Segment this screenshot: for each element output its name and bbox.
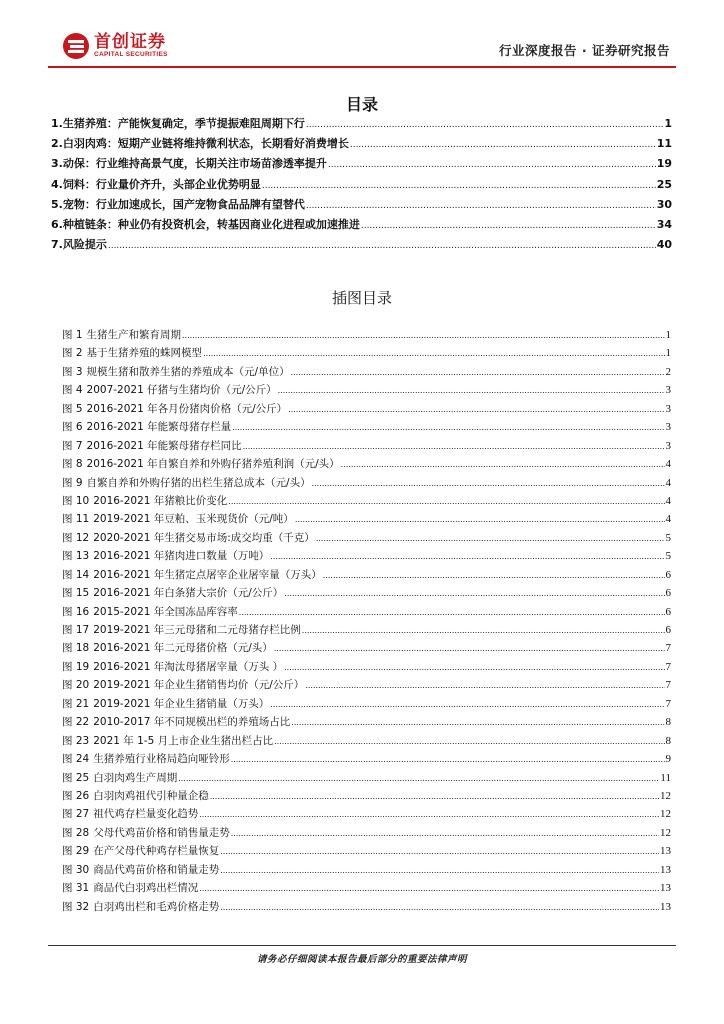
figure-caption[interactable]: 白羽鸡出栏和毛鸡价格走势 [93, 900, 220, 913]
figure-entry[interactable] [62, 511, 671, 529]
dot-leader [199, 810, 659, 819]
figure-number: 图 7 [62, 439, 83, 452]
dot-leader [341, 460, 665, 469]
figure-caption[interactable]: 2016-2021 年各月份猪肉价格（元/公斤） [86, 402, 288, 415]
figure-caption[interactable]: 2015-2021 年全国冻品库容率 [93, 605, 238, 618]
toc-entry-page: 40 [656, 238, 672, 252]
figure-caption[interactable]: 白羽肉鸡生产周期 [93, 771, 178, 784]
figure-entry[interactable] [62, 640, 671, 658]
figure-number: 图 16 [62, 605, 90, 618]
toc-entry-title[interactable]: 5.宠物：行业加速成长，国产宠物食品品牌有望替代 [51, 197, 305, 211]
header-divider [48, 66, 676, 68]
figure-page: 5 [665, 531, 671, 544]
figure-page: 12 [660, 826, 671, 839]
toc-entry[interactable] [51, 236, 672, 256]
toc-entry[interactable] [51, 216, 672, 236]
toc-heading: 目录 [345, 95, 378, 114]
figure-entry[interactable] [62, 862, 671, 880]
figure-number: 图 22 [62, 716, 90, 729]
figure-number: 图 24 [62, 753, 90, 766]
dot-leader [312, 479, 665, 488]
dot-leader [306, 120, 664, 130]
figure-page: 4 [665, 513, 671, 526]
figure-number: 图 3 [62, 365, 83, 378]
logo-chinese-name: 首创证券 [94, 32, 166, 52]
dot-leader [231, 829, 659, 838]
page-header [48, 28, 676, 64]
dot-leader [220, 847, 659, 856]
figure-entry[interactable] [62, 880, 671, 898]
figure-number: 图 1 [62, 329, 83, 341]
figure-page: 7 [665, 642, 671, 655]
figure-number: 图 32 [62, 900, 90, 913]
dot-leader [210, 792, 659, 801]
figure-page: 3 [665, 384, 671, 397]
figure-entry[interactable] [62, 843, 671, 861]
toc-entry-page: 1 [664, 117, 672, 130]
dot-leader [270, 700, 664, 709]
figure-caption[interactable]: 白羽肉鸡祖代引种量企稳 [93, 789, 209, 802]
figure-number: 图 28 [62, 826, 90, 839]
figure-caption[interactable]: 商品代白羽鸡出栏情况 [93, 882, 199, 895]
dot-leader [284, 663, 664, 672]
dot-leader [203, 349, 664, 358]
figure-number: 图 2 [62, 347, 83, 360]
dot-leader [305, 681, 664, 690]
figure-caption[interactable]: 2016-2021 年白条猪大宗价（元/公斤） [93, 587, 284, 600]
figure-page: 8 [665, 734, 671, 747]
figure-entry[interactable] [62, 438, 671, 456]
dot-leader [274, 644, 665, 653]
toc-entry[interactable] [51, 135, 672, 155]
figure-entry[interactable] [62, 456, 671, 474]
figure-page: 3 [665, 402, 671, 415]
dot-leader [306, 201, 656, 211]
figure-entry[interactable] [62, 751, 671, 769]
dot-leader [108, 241, 656, 251]
figure-number: 图 14 [62, 568, 90, 581]
figure-caption[interactable]: 规模生猪和散养生猪的养殖成本（元/单位） [86, 365, 290, 378]
figure-caption[interactable]: 商品代鸡苗价格和销量走势 [93, 863, 220, 876]
toc-entry[interactable] [51, 176, 672, 196]
figure-caption[interactable]: 祖代鸡存栏量变化趋势 [93, 808, 199, 821]
figure-number: 图 31 [62, 882, 90, 895]
figure-caption[interactable]: 2016-2021 年二元母猪价格（元/头） [93, 642, 273, 655]
figure-page: 1 [665, 329, 671, 341]
logo-english-name: CAPITAL SECURITIES [94, 51, 168, 58]
figure-page: 7 [665, 660, 671, 673]
figure-number: 图 23 [62, 734, 90, 747]
figure-entry[interactable] [62, 733, 671, 751]
dot-leader [231, 755, 665, 764]
figure-caption[interactable]: 2019-2021 年三元母猪和二元母猪存栏比例 [93, 624, 301, 636]
dot-leader [350, 140, 656, 150]
figure-entry[interactable] [62, 899, 671, 917]
dot-leader [316, 534, 665, 543]
figure-number: 图 27 [62, 808, 90, 821]
dot-leader [178, 774, 659, 783]
figure-caption[interactable]: 2016-2021 年淘汰母猪屠宰量（万头 ） [93, 660, 284, 673]
capital-securities-logo-icon [62, 32, 90, 60]
figure-caption[interactable]: 父母代鸡苗价格和销售量走势 [93, 826, 230, 839]
dot-leader [291, 718, 664, 727]
figure-number: 图 20 [62, 679, 90, 692]
figure-entry[interactable] [62, 530, 671, 548]
figure-entry[interactable] [62, 475, 671, 493]
figure-page: 9 [665, 753, 671, 766]
dot-leader [302, 626, 665, 635]
figure-caption[interactable]: 2016-2021 年生猪定点屠宰企业屠宰量（万头） [93, 568, 322, 581]
toc-entry-page: 25 [656, 177, 672, 191]
figure-number: 图 12 [62, 531, 90, 544]
toc-entry-title[interactable]: 3.动保：行业维持高景气度，长期关注市场苗渗透率提升 [51, 157, 327, 171]
figure-caption[interactable]: 2019-2021 年企业生猪销量（万头） [93, 697, 270, 710]
figure-number: 图 9 [62, 476, 83, 489]
figure-caption[interactable]: 生猪养殖行业格局趋向哑铃形 [93, 753, 230, 766]
figure-entry[interactable] [62, 327, 671, 345]
toc-entry-page: 34 [656, 217, 672, 231]
toc-entry-title[interactable]: 6.种植链条：种业仍有投资机会，转基因商业化进程或加速推进 [51, 217, 360, 231]
figure-entry[interactable] [62, 806, 671, 824]
figure-entry[interactable] [62, 567, 671, 585]
figure-entry[interactable] [62, 622, 671, 640]
figure-entry[interactable] [62, 604, 671, 622]
dot-leader [278, 386, 665, 395]
footer-divider [48, 945, 676, 946]
toc-entry-title[interactable]: 1.生猪养殖：产能恢复确定，季节提振难阻周期下行 [51, 117, 305, 130]
dot-leader [361, 221, 656, 231]
dot-leader [243, 442, 665, 451]
figure-number: 图 26 [62, 789, 90, 802]
dot-leader [270, 552, 664, 561]
toc-entry-title[interactable]: 7.风险提示 [51, 238, 107, 252]
figure-entry[interactable] [62, 401, 671, 419]
figure-number: 图 13 [62, 550, 90, 563]
dot-leader [262, 181, 656, 191]
toc-entry-page: 30 [656, 197, 672, 211]
figure-page: 2 [665, 365, 671, 378]
figure-page: 4 [665, 476, 671, 489]
figure-list-heading: 插图目录 [331, 289, 392, 307]
figure-caption[interactable]: 2010-2017 年不同规模出栏的养殖场占比 [93, 716, 291, 729]
figure-page: 11 [660, 771, 671, 784]
figure-caption[interactable]: 2016-2021 年能繁母猪存栏同比 [86, 439, 242, 452]
figure-number: 图 21 [62, 697, 90, 710]
figure-entry[interactable] [62, 714, 671, 732]
table-of-contents [51, 115, 672, 256]
figure-number: 图 29 [62, 845, 90, 858]
dot-leader [295, 515, 665, 524]
figure-entry[interactable] [62, 825, 671, 843]
toc-entry[interactable] [51, 196, 672, 216]
figure-entry[interactable] [62, 382, 671, 400]
figure-page: 13 [660, 863, 671, 876]
dot-leader [288, 405, 664, 414]
figure-number: 图 5 [62, 402, 83, 415]
dot-leader [232, 423, 664, 432]
toc-entry-title[interactable]: 4.饲料：行业量价齐升，头部企业优势明显 [51, 177, 261, 191]
figure-number: 图 15 [62, 587, 90, 600]
figure-page: 6 [665, 568, 671, 581]
figure-caption[interactable]: 在产父母代种鸡存栏量恢复 [93, 845, 220, 858]
document-type-label: 行业深度报告 · 证券研究报告 [499, 43, 670, 58]
toc-entry-page: 11 [656, 137, 672, 151]
figure-entry[interactable] [62, 696, 671, 714]
figure-page: 13 [660, 900, 671, 913]
figure-page: 13 [660, 882, 671, 895]
figure-page: 6 [665, 605, 671, 618]
toc-entry[interactable] [51, 115, 672, 135]
figure-page: 6 [665, 587, 671, 600]
figure-caption[interactable]: 2019-2021 年企业生猪销售均价（元/公斤） [93, 679, 305, 692]
figure-entry[interactable] [62, 364, 671, 382]
figure-page: 1 [665, 347, 671, 360]
figure-page: 5 [665, 550, 671, 563]
figure-entry[interactable] [62, 345, 671, 363]
figure-number: 图 8 [62, 458, 83, 471]
figure-number: 图 19 [62, 660, 90, 673]
toc-entry[interactable] [51, 155, 672, 175]
dot-leader [182, 331, 664, 340]
figure-entry[interactable] [62, 585, 671, 603]
dot-leader [328, 160, 656, 170]
legal-disclaimer: 请务必仔细阅读本报告最后部分的重要法律声明 [256, 954, 467, 965]
toc-entry-page: 19 [656, 157, 672, 171]
dot-leader [228, 497, 664, 506]
dot-leader [239, 608, 665, 617]
figure-caption[interactable]: 自繁自养和外购仔猪的出栏生猪总成本（元/头） [86, 476, 311, 489]
dot-leader [274, 737, 664, 746]
figure-page: 12 [660, 808, 671, 821]
figure-entry[interactable] [62, 548, 671, 566]
figure-number: 图 17 [62, 624, 90, 636]
figure-caption[interactable]: 2016-2021 年自繁自养和外购仔猪养殖利润（元/头） [86, 458, 340, 471]
dot-leader [199, 884, 659, 893]
figure-entry[interactable] [62, 493, 671, 511]
figure-entry[interactable] [62, 677, 671, 695]
figure-caption[interactable]: 2021 年 1-5 月上市企业生猪出栏占比 [93, 734, 274, 747]
figure-page: 7 [665, 679, 671, 692]
dot-leader [220, 903, 659, 912]
figure-number: 图 10 [62, 494, 90, 507]
figure-page: 4 [665, 458, 671, 471]
figure-caption[interactable]: 2020-2021 年生猪交易市场:成交均重（千克） [93, 531, 315, 544]
figure-page: 8 [665, 716, 671, 729]
figure-entry[interactable] [62, 770, 671, 788]
figure-caption[interactable]: 2016-2021 年猪粮比价变化 [93, 494, 228, 507]
figure-entry[interactable] [62, 659, 671, 677]
figure-number: 图 25 [62, 771, 90, 784]
figure-page: 12 [660, 789, 671, 802]
figure-caption[interactable]: 2007-2021 仔猪与生猪均价（元/公斤） [86, 384, 277, 397]
figure-caption[interactable]: 生猪生产和繁育周期 [86, 329, 182, 341]
dot-leader [284, 589, 664, 598]
figure-page: 3 [665, 421, 671, 434]
figure-caption[interactable]: 2016-2021 年猪肉进口数量（万吨） [93, 550, 270, 563]
figure-caption[interactable]: 2019-2021 年豆粕、玉米现货价（元/吨） [93, 513, 294, 526]
figure-page: 6 [665, 624, 671, 636]
figure-page: 4 [665, 494, 671, 507]
figure-number: 图 6 [62, 421, 83, 434]
figure-page: 7 [665, 697, 671, 710]
figure-page: 3 [665, 439, 671, 452]
company-logo [62, 32, 168, 60]
dot-leader [220, 866, 659, 875]
figure-list [62, 327, 671, 917]
figure-number: 图 30 [62, 863, 90, 876]
dot-leader [291, 368, 665, 377]
dot-leader [323, 571, 665, 580]
figure-number: 图 11 [62, 513, 90, 526]
toc-entry-title[interactable]: 2.白羽肉鸡：短期产业链将维持微利状态，长期看好消费增长 [51, 137, 349, 151]
figure-caption[interactable]: 基于生猪养殖的蛛网模型 [86, 347, 203, 360]
figure-entry[interactable] [62, 419, 671, 437]
figure-number: 图 18 [62, 642, 90, 655]
figure-entry[interactable] [62, 788, 671, 806]
figure-caption[interactable]: 2016-2021 年能繁母猪存栏量 [86, 421, 232, 434]
figure-number: 图 4 [62, 384, 83, 397]
figure-page: 13 [660, 845, 671, 858]
